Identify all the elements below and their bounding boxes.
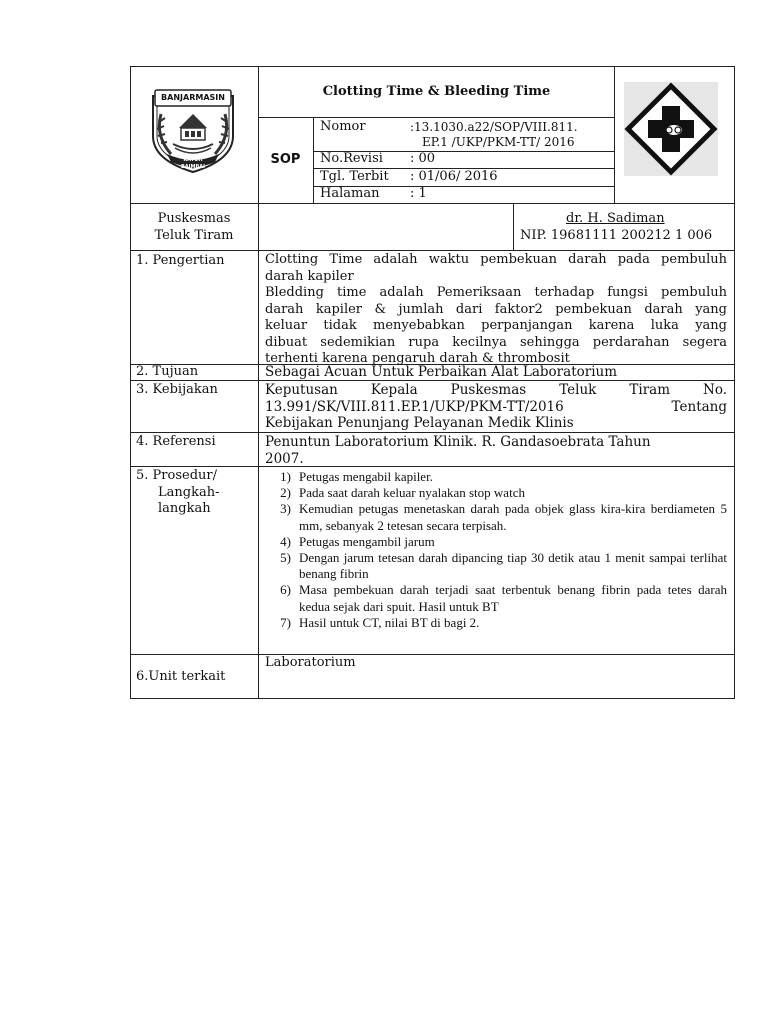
puskesmas-cross-logo-icon <box>624 82 718 176</box>
kebijakan-line: 13.991/SK/VIII.811.EP.1/UKP/PKM-TT/2016 Tentang <box>265 398 727 415</box>
pengertian-line: darah kapiler <box>265 268 354 284</box>
signer-name: dr. H. Sadiman <box>566 211 665 226</box>
step-text: Hasil untuk CT, nilai BT di bagi 2. <box>299 614 480 630</box>
steps-list <box>265 469 727 631</box>
step-item <box>265 501 727 533</box>
kebijakan-label: 3. Kebijakan <box>136 382 218 397</box>
kebijakan-text <box>265 382 727 432</box>
referensi-label: 4. Referensi <box>136 434 216 449</box>
org-row-bottom <box>130 250 735 251</box>
pengertian-line: Bledding time adalah Pemeriksaan terhadap fungsi pembuluh <box>265 285 727 300</box>
frame-bottom <box>130 698 735 699</box>
step-item <box>265 550 727 582</box>
row-4-bottom <box>130 466 735 467</box>
nomor-value-line2: EP.1 /UKP/PKM-TT/ 2016 <box>422 135 575 149</box>
step-text: Kemudian petugas menetaskan darah pada objek glass kira-kira berdiameten 5 mm, sebanyak 2 tetesan secara terpisah. <box>299 501 727 533</box>
step-item <box>265 534 727 550</box>
halaman-label: Halaman <box>320 186 380 201</box>
kebijakan-line: Kebijakan Penunjang Pelayanan Medik Klinis <box>265 415 574 431</box>
org-divider-1 <box>258 203 259 250</box>
nomor-value-line1: :13.1030.a22/SOP/VIII.811. <box>410 120 578 134</box>
sop-label: SOP <box>270 152 301 167</box>
step-number: 6) <box>280 582 291 598</box>
step-item <box>265 485 727 501</box>
pengertian-line: terhenti karena pengaruh darah & thrombosit <box>265 351 570 366</box>
row-5-bottom <box>130 654 735 655</box>
step-number: 5) <box>280 550 291 566</box>
revisi-value: : 00 <box>410 151 436 166</box>
org-name-line2: Teluk Tiram <box>154 228 234 243</box>
revisi-label: No.Revisi <box>320 151 383 166</box>
kebijakan-line: Keputusan Kepala Puskesmas Teluk Tiram No. <box>265 382 727 398</box>
step-item <box>265 615 727 631</box>
pengertian-line: darah kapiler & jumlah dari faktor2 pembekuan darah yang <box>265 301 727 317</box>
step-number: 7) <box>280 614 291 630</box>
step-item <box>265 469 727 485</box>
label-column-divider <box>258 250 259 699</box>
step-number: 2) <box>280 485 291 501</box>
pengertian-line: keluar tidak menyebabkan perpanjangan karena luka yang <box>265 318 727 333</box>
step-number: 3) <box>280 501 291 517</box>
prosedur-steps <box>265 469 727 631</box>
halaman-value: : 1 <box>410 186 427 201</box>
nomor-label: Nomor <box>320 119 366 134</box>
org-divider-2 <box>513 203 514 250</box>
row-3-bottom <box>130 432 735 433</box>
sop-divider <box>313 117 314 203</box>
referensi-line: 2007. <box>265 451 304 467</box>
referensi-line: Penuntun Laboratorium Klinik. R. Gandasoebrata Tahun <box>265 434 651 450</box>
header-bottom <box>130 203 735 204</box>
step-number: 1) <box>280 469 291 484</box>
banjarmasin-emblem-icon <box>145 84 241 174</box>
document-title: Clotting Time & Bleeding Time <box>322 84 551 99</box>
frame-left <box>130 66 131 699</box>
tujuan-label: 2. Tujuan <box>136 364 199 379</box>
unit-label: 6.Unit terkait <box>136 669 226 684</box>
pengertian-text <box>265 252 727 368</box>
pengertian-label: 1. Pengertian <box>136 253 225 268</box>
pengertian-line: Clotting Time adalah waktu pembekuan darah pada pembuluh <box>265 252 727 267</box>
step-number: 4) <box>280 533 291 549</box>
terbit-value: : 01/06/ 2016 <box>410 169 498 184</box>
tujuan-text: Sebagai Acuan Untuk Perbaikan Alat Laboratorium <box>265 364 618 380</box>
emblem-top-text: BANJARMASIN <box>161 93 225 102</box>
step-text: Pada saat darah keluar nyalakan stop watch <box>299 485 525 501</box>
step-text: Dengan jarum tetesan darah dipancing tiap 30 detik atau 1 menit sampai terlihat benang fibrin <box>299 550 727 582</box>
frame-right <box>734 66 735 699</box>
title-row-bottom <box>258 117 615 118</box>
prosedur-label-line: Langkah- <box>158 485 220 500</box>
frame-top <box>130 66 735 67</box>
org-name-line1: Puskesmas <box>157 211 231 226</box>
pengertian-line: dibuat sedemikian rupa kecilnya sehingga perdarahan segera <box>265 334 727 350</box>
emblem-bottom-text: KAYUH BAIMBAI <box>180 157 206 170</box>
step-text: Petugas mengambil jarum <box>299 533 435 549</box>
step-text: Petugas mengabil kapiler. <box>299 469 433 484</box>
prosedur-label-line: 5. Prosedur/ <box>136 468 217 483</box>
step-text: Masa pembekuan darah terjadi saat terbentuk benang fibrin pada tetes darah kedua sejak dari spuit. Hasil untuk BT <box>299 582 727 614</box>
terbit-label: Tgl. Terbit <box>320 169 389 184</box>
signer-nip: NIP. 19681111 200212 1 006 <box>520 228 713 243</box>
prosedur-label-line: langkah <box>158 501 211 516</box>
unit-text: Laboratorium <box>265 655 356 670</box>
step-item <box>265 582 727 614</box>
